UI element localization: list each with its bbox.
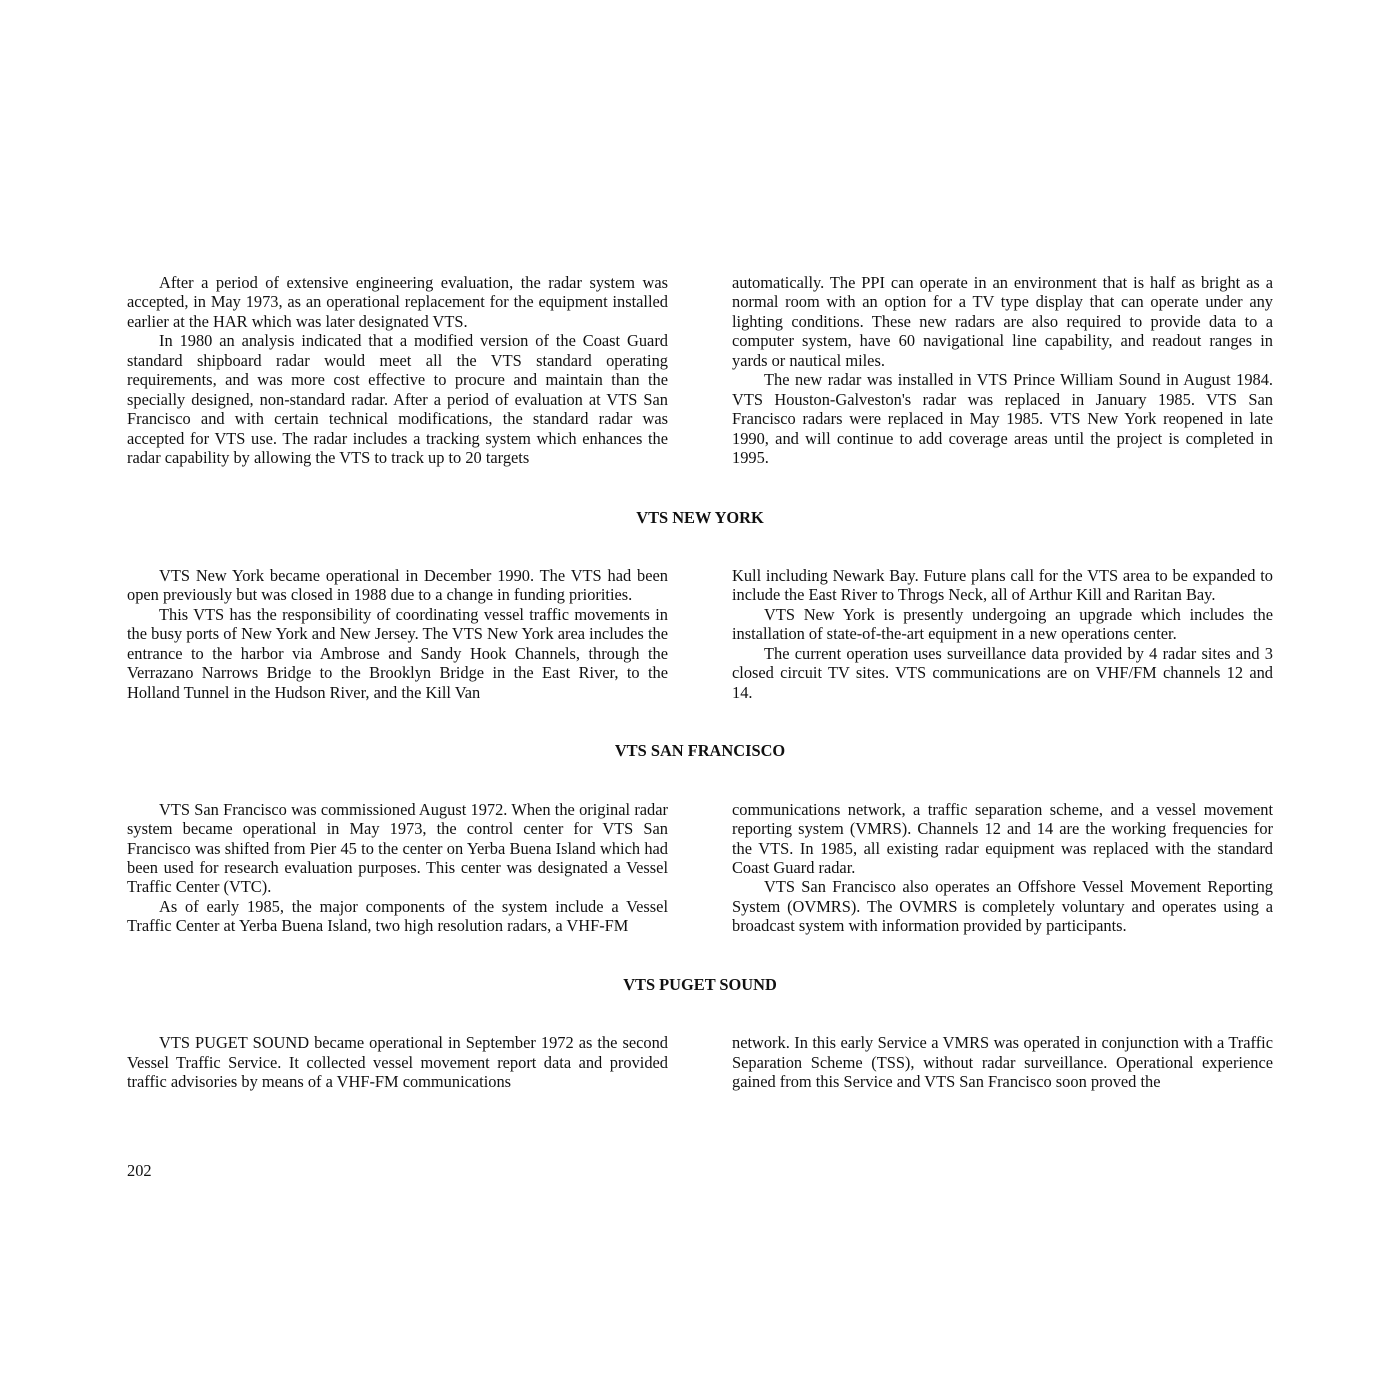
paragraph: VTS New York is presently undergoing an upgrade which includes the installation of state-of-the-art equipment in a new operations center. [732, 604, 1273, 644]
left-column [127, 566, 668, 702]
right-column [732, 800, 1273, 936]
document-page [127, 273, 1273, 1092]
paragraph: This VTS has the responsibility of coordinating vessel traffic movements in the busy ports of New York and New Jersey. The VTS New York area includes the entrance to the harbor via Ambrose and Sandy Hook Channels, through the Verrazano Narrows Bridge to the Brooklyn Bridge in the East River, to the Holland Tunnel in the Hudson River, and the Kill Van [127, 604, 668, 702]
right-column [732, 273, 1273, 468]
paragraph: The new radar was installed in VTS Prince William Sound in August 1984. VTS Houston-Galveston's radar was replaced in January 1985. VTS San Francisco radars were replaced in May 1985. VTS New York reopened in late 1990, and will continue to add coverage areas until the project is completed in 1995. [732, 370, 1273, 468]
paragraph: network. In this early Service a VMRS was operated in conjunction with a Traffic Separation Scheme (TSS), without radar surveillance. Operational experience gained from this Service and VTS San Francisco soon proved the [732, 1033, 1273, 1092]
paragraph: communications network, a traffic separation scheme, and a vessel movement reporting system (VMRS). Channels 12 and 14 are the working frequencies for the VTS. In 1985, all existing radar equipment was replaced with the standard Coast Guard radar. [732, 799, 1273, 877]
paragraph: VTS PUGET SOUND became operational in September 1972 as the second Vessel Traffic Service. It collected vessel movement report data and provided traffic advisories by means of a VHF-FM communications [127, 1033, 668, 1092]
paragraph: automatically. The PPI can operate in an environment that is half as bright as a normal room with an option for a TV type display that can operate under any lighting conditions. These new radars are also required to provide data to a computer system, have 60 navigational line capability, and readout ranges in yards or nautical miles. [732, 273, 1273, 370]
paragraph: As of early 1985, the major components of the system include a Vessel Traffic Center at Yerba Buena Island, two high resolution radars, a VHF-FM [127, 896, 668, 936]
page-number: 202 [127, 1161, 152, 1180]
right-column [732, 566, 1273, 702]
section-heading-vts-puget-sound: VTS PUGET SOUND [623, 974, 777, 994]
section-heading-vts-san-francisco: VTS SAN FRANCISCO [614, 741, 786, 761]
right-column [732, 1033, 1273, 1091]
paragraph: After a period of extensive engineering evaluation, the radar system was accepted, in May 1973, as an operational replacement for the equipment installed earlier at the HAR which was later designated VTS. [127, 273, 668, 331]
left-column [127, 273, 668, 468]
paragraph: VTS San Francisco was commissioned August 1972. When the original radar system became operational in May 1973, the control center for VTS San Francisco was shifted from Pier 45 to the center on Yerba Buena Island which had been used for research evaluation purposes. This center was designated a Vessel Traffic Center (VTC). [127, 799, 668, 897]
section-vts-san-francisco [127, 800, 1273, 936]
section-heading-vts-new-york: VTS NEW YORK [636, 507, 764, 527]
paragraph: Kull including Newark Bay. Future plans call for the VTS area to be expanded to include the East River to Throgs Neck, all of Arthur Kill and Raritan Bay. [732, 565, 1273, 605]
paragraph: The current operation uses surveillance data provided by 4 radar sites and 3 closed circuit TV sites. VTS communications are on VHF/FM channels 12 and 14. [732, 643, 1273, 702]
paragraph: VTS San Francisco also operates an Offshore Vessel Movement Reporting System (OVMRS). The OVMRS is completely voluntary and operates using a broadcast system with information provided by participants. [732, 877, 1273, 936]
left-column [127, 800, 668, 936]
paragraph: VTS New York became operational in December 1990. The VTS had been open previously but was closed in 1988 due to a change in funding priorities. [127, 565, 668, 605]
section-vts-new-york [127, 566, 1273, 702]
section-radar-continued [127, 273, 1273, 468]
section-vts-puget-sound [127, 1033, 1273, 1091]
left-column [127, 1033, 668, 1091]
paragraph: In 1980 an analysis indicated that a modified version of the Coast Guard standard shipboard radar would meet all the VTS standard operating requirements, and was more cost effective to procure and maintain than the specially designed, non-standard radar. After a period of evaluation at VTS San Francisco and with certain technical modifications, the standard radar was accepted for VTS use. The radar includes a tracking system which enhances the radar capability by allowing the VTS to track up to 20 targets [127, 331, 668, 468]
